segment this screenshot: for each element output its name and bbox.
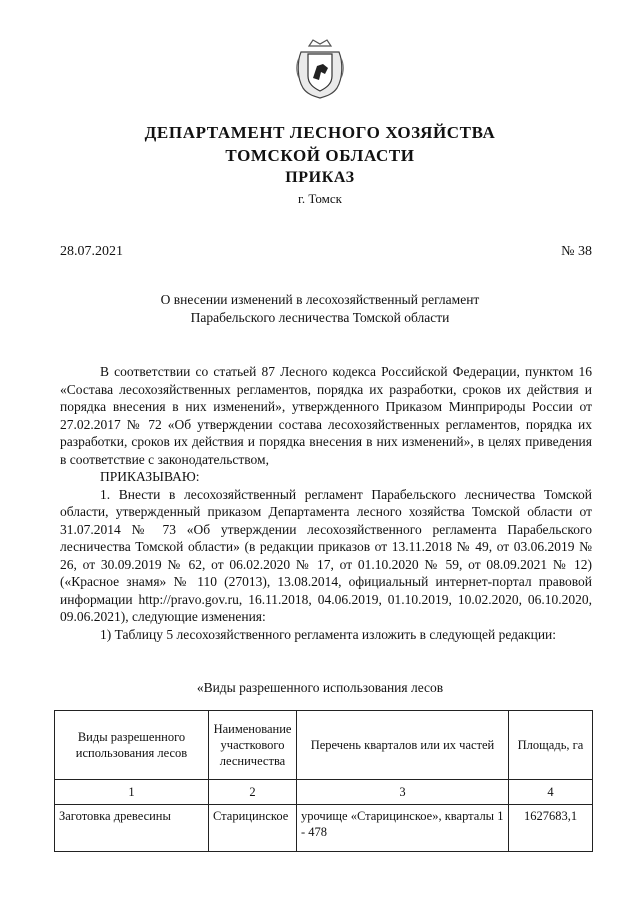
table-cell-use-type: Заготовка древесины	[55, 805, 209, 852]
table-header-row	[55, 711, 593, 780]
body-paragraph-item1-1: 1) Таблицу 5 лесохозяйственного регламента изложить в следующей редакции:	[100, 626, 557, 642]
order-date: 28.07.2021	[60, 244, 123, 259]
subject-line2: Парабельского лесничества Томской области	[190, 310, 450, 325]
subject-line1: О внесении изменений в лесохозяйственный регламент	[160, 292, 480, 307]
table-column-numbers-row	[55, 780, 593, 805]
table-row	[55, 805, 593, 852]
column-number: 1	[55, 780, 209, 805]
table-cell-area: 1627683,1	[509, 805, 593, 852]
table-cell-quarters: урочище «Старицинское», кварталы 1 - 478	[297, 805, 509, 852]
coat-of-arms-icon	[295, 38, 345, 100]
department-name-line2: ТОМСКОЙ ОБЛАСТИ	[225, 146, 415, 165]
body-paragraph-item1: 1. Внести в лесохозяйственный регламент Парабельского лесничества Томской области, утвержденный приказом Департамента лесного хозяйства Томской области от 31.07.2014 № 73 «Об утверждении лесохозяйственного регламента Парабельского лесничества Томской области» (в редакции приказов от 13.11.2018 № 49, от 03.06.2019 № 26, от 30.09.2019 № 62, от 06.02.2020 № 17, от 01.10.2020 № 59, от 08.09.2021 № 12) («Красное знамя» № 110 (27013), 13.08.2014, официальный интернет-портал правовой информации http://pravo.gov.ru, 16.11.2018, 04.06.2019, 01.10.2019, 10.02.2020, 06.10.2020, 09.06.2021), следующие изменения:	[60, 486, 592, 624]
column-number: 4	[509, 780, 593, 805]
department-name-line1: ДЕПАРТАМЕНТ ЛЕСНОГО ХОЗЯЙСТВА	[144, 123, 496, 142]
city-label: г. Томск	[298, 191, 342, 206]
table-header-cell: Площадь, га	[509, 711, 593, 780]
table-caption: «Виды разрешенного использования лесов	[196, 680, 444, 695]
forest-use-table	[54, 710, 593, 852]
doc-type-title: ПРИКАЗ	[285, 169, 355, 186]
table-header-cell: Виды разрешенного использования лесов	[55, 711, 209, 780]
table-header-cell: Перечень кварталов или их частей	[297, 711, 509, 780]
body-paragraph-order: ПРИКАЗЫВАЮ:	[100, 469, 200, 484]
table-cell-forestry: Старицинское	[209, 805, 297, 852]
order-subject	[0, 291, 640, 327]
column-number: 2	[209, 780, 297, 805]
column-number: 3	[297, 780, 509, 805]
order-number: № 38	[561, 244, 592, 259]
table-header-cell: Наименование участкового лесничества	[209, 711, 297, 780]
body-paragraph-basis: В соответствии со статьей 87 Лесного кодекса Российской Федерации, пунктом 16 «Состава лесохозяйственных регламентов, порядка их разработки, сроков их действия и порядка внесения в них изменений», утвержденного Приказом Минприроды России от 27.02.2017 № 72 «Об утверждении состава лесохозяйственных регламентов, порядка их разработки, сроков их действия и порядка внесения в них изменений», в целях приведения в соответствие с законодательством,	[60, 364, 592, 467]
order-body	[60, 363, 592, 643]
